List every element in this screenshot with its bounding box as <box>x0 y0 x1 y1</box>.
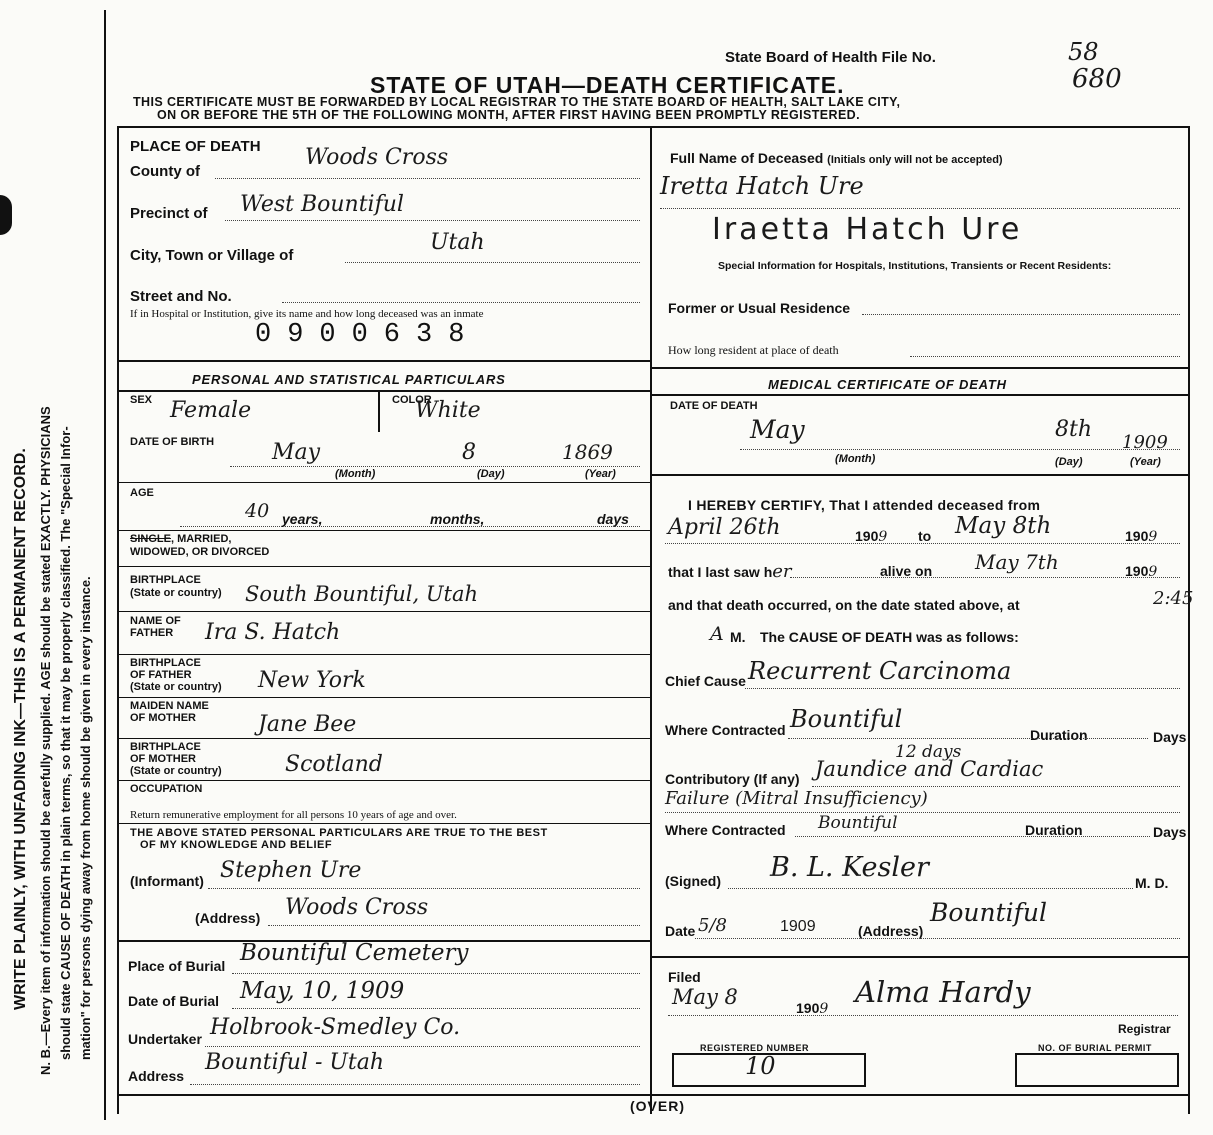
alive-year: 1909 <box>1125 563 1158 580</box>
chief-cause-line <box>745 688 1180 689</box>
marital-label: SINGLE, MARRIED, <box>130 533 232 545</box>
margin-note-2: should state CAUSE OF DEATH in plain terms, so that it may be properly classified. The "Special Infor- <box>58 426 73 1060</box>
to-year: 1909 <box>1125 528 1158 545</box>
place-of-death-heading: PLACE OF DEATH <box>130 138 261 155</box>
dod-day-caption: (Day) <box>1055 456 1083 468</box>
mother-birthplace-label: BIRTHPLACE <box>130 741 201 753</box>
mother-birthplace-value: Scotland <box>285 752 383 777</box>
former-residence-line <box>862 314 1180 315</box>
file-number-2: 680 <box>1072 64 1122 94</box>
occupation-note: Return remunerative employment for all persons 10 years of age and over. <box>130 809 457 821</box>
street-label: Street and No. <box>130 288 232 305</box>
deceased-name-handwritten: Iretta Hatch Ure <box>660 172 864 200</box>
where-contracted-2-label: Where Contracted <box>665 822 786 838</box>
alive-date: May 7th <box>975 550 1059 574</box>
md-label: M. D. <box>1135 875 1169 891</box>
mother-birthplace-label-3: (State or country) <box>130 765 222 777</box>
birthplace-label: BIRTHPLACE <box>130 574 201 586</box>
former-residence-label: Former or Usual Residence <box>668 300 851 316</box>
right-rule <box>1188 126 1190 1114</box>
address-line <box>268 925 640 926</box>
sex-value: Female <box>170 398 252 423</box>
father-bp-rule <box>117 697 650 698</box>
county-label: County of <box>130 163 200 180</box>
forward-notice-1: THIS CERTIFICATE MUST BE FORWARDED BY LOCAL REGISTRAR TO THE STATE BOARD OF HEALTH, SALT LAKE CITY, <box>133 95 901 109</box>
father-label: NAME OF <box>130 615 181 627</box>
duration-2-days-label: Days <box>1153 824 1187 840</box>
color-value: White <box>415 398 481 423</box>
contributory-line-2 <box>665 812 1180 813</box>
informant-label: (Informant) <box>130 873 204 889</box>
marital-label-2: WIDOWED, OR DIVORCED <box>130 546 270 558</box>
contributory-value-1: Jaundice and Cardiac <box>815 757 1044 781</box>
dod-month: May <box>750 415 805 444</box>
medical-block-bottom <box>650 956 1188 958</box>
informant-value: Stephen Ure <box>220 858 362 883</box>
undertaker-address-value: Bountiful - Utah <box>205 1050 385 1075</box>
last-saw-label: that I last saw her <box>668 561 792 582</box>
duration-label: Duration <box>1030 727 1088 743</box>
alive-line <box>790 577 1180 578</box>
dod-label: DATE OF DEATH <box>670 400 758 412</box>
age-line <box>180 526 640 527</box>
burial-place-line <box>232 973 640 974</box>
personal-heading-rule <box>117 390 650 392</box>
filed-date: May 8 <box>672 985 738 1009</box>
attest-line-2: OF MY KNOWLEDGE AND BELIEF <box>140 839 333 851</box>
dob-day-caption: (Day) <box>477 468 505 480</box>
dob-line <box>230 466 640 467</box>
dod-year-caption: (Year) <box>1130 456 1161 468</box>
deceased-name-printed: Iraetta Hatch Ure <box>712 212 1023 247</box>
chief-cause-label: Chief Cause <box>665 673 746 689</box>
stamp-number: 0900638 <box>255 320 481 350</box>
margin-note-3: mation" for persons dying away from home should be given in every instance. <box>78 576 93 1060</box>
father-birthplace-value: New York <box>258 668 366 693</box>
attended-to: May 8th <box>955 513 1052 539</box>
father-rule <box>117 654 650 655</box>
death-ampm: A <box>710 623 724 645</box>
physician-signature: B. L. Kesler <box>770 852 929 883</box>
deceased-name-label: Full Name of Deceased (Initials only will not be accepted) <box>670 150 1003 166</box>
dob-month-caption: (Month) <box>335 468 376 480</box>
dob-year: 1869 <box>562 440 613 464</box>
months-caption: months, <box>430 511 485 527</box>
mother-bp-rule <box>117 780 650 781</box>
physician-address-label: (Address) <box>858 923 924 939</box>
dod-year: 1909 <box>1122 432 1168 453</box>
burial-permit-box <box>1015 1053 1179 1087</box>
dob-month: May <box>272 440 321 465</box>
burial-date-label: Date of Burial <box>128 993 220 1009</box>
how-long-line <box>910 356 1180 357</box>
mother-value: Jane Bee <box>258 712 357 737</box>
medical-heading-rule <box>650 394 1188 396</box>
registered-number-value: 10 <box>745 1052 776 1080</box>
where-contracted-line <box>788 738 1148 739</box>
hospital-note: If in Hospital or Institution, give its name and how long deceased was an inmate <box>130 308 484 320</box>
file-number-1: 58 <box>1068 38 1099 66</box>
death-time: 2:45 <box>1153 588 1194 609</box>
precinct-line <box>225 220 640 221</box>
top-rule <box>117 126 1189 128</box>
dod-day: 8th <box>1055 417 1093 442</box>
where-contracted-label: Where Contracted <box>665 722 786 738</box>
county-value: Woods Cross <box>305 145 449 170</box>
signed-line <box>728 888 1133 889</box>
to-label: to <box>918 528 932 544</box>
forward-notice-2: ON OR BEFORE THE 5TH OF THE FOLLOWING MONTH, AFTER FIRST HAVING BEEN PROMPTLY REGISTERED. <box>157 108 860 122</box>
certificate-date-line <box>695 938 1180 939</box>
duration-2-label: Duration <box>1025 822 1083 838</box>
margin-rule <box>104 10 106 1120</box>
dod-rule <box>650 474 1188 476</box>
precinct-value: West Bountiful <box>240 192 404 217</box>
burial-date-value: May, 10, 1909 <box>240 978 405 1004</box>
father-birthplace-label-2: OF FATHER <box>130 669 192 681</box>
attest-line-1: THE ABOVE STATED PERSONAL PARTICULARS ARE TRUE TO THE BEST <box>130 827 548 839</box>
deceased-block-bottom <box>650 367 1188 369</box>
mother-label: MAIDEN NAME <box>130 700 209 712</box>
informant-line <box>208 888 640 889</box>
undertaker-value: Holbrook-Smedley Co. <box>210 1015 461 1040</box>
filed-year: 1909 <box>796 1000 829 1017</box>
certificate-date-year: 1909 <box>780 918 816 935</box>
punch-hole <box>0 195 12 235</box>
dod-month-caption: (Month) <box>835 453 876 465</box>
age-years: 40 <box>245 500 270 522</box>
county-line <box>215 178 640 179</box>
margin-note-1: N. B.—Every item of information should be carefully supplied. AGE should be stated EXACTLY. PHYSICIANS <box>38 406 53 1075</box>
center-rule <box>650 126 652 1114</box>
m-label: M. <box>730 629 746 645</box>
birthplace-sub: (State or country) <box>130 587 222 599</box>
left-rule <box>117 126 119 1114</box>
death-occurred-label: and that death occurred, on the date stated above, at <box>668 597 1020 613</box>
how-long-label: How long resident at place of death <box>668 343 839 357</box>
undertaker-address-line <box>190 1084 640 1085</box>
contributory-value-2: Failure (Mitral Insufficiency) <box>665 788 928 809</box>
contributory-label: Contributory (If any) <box>665 771 800 787</box>
sex-label: SEX <box>130 394 153 406</box>
signed-label: (Signed) <box>665 873 721 889</box>
attended-line <box>665 543 1180 544</box>
certificate-date-label: Date <box>665 923 696 939</box>
from-year: 1909 <box>855 528 888 545</box>
undertaker-label: Undertaker <box>128 1031 202 1047</box>
burial-place-value: Bountiful Cemetery <box>240 940 469 966</box>
occupation-rule <box>117 823 650 824</box>
father-birthplace-label-3: (State or country) <box>130 681 222 693</box>
years-caption: years, <box>282 511 323 527</box>
registrar-signature: Alma Hardy <box>855 975 1031 1009</box>
mother-birthplace-label-2: OF MOTHER <box>130 753 196 765</box>
certificate-title: STATE OF UTAH—DEATH CERTIFICATE. <box>370 72 845 98</box>
cause-intro: The CAUSE OF DEATH was as follows: <box>760 629 1019 645</box>
where-contracted-2-line <box>795 836 1150 837</box>
birthplace-value: South Bountiful, Utah <box>245 582 479 606</box>
mother-rule <box>117 738 650 739</box>
where-contracted-value: Bountiful <box>790 705 903 733</box>
marital-rule <box>117 566 650 567</box>
certify-statement: I HEREBY CERTIFY, That I attended deceased from <box>688 497 1041 513</box>
special-info-label: Special Information for Hospitals, Institutions, Transients or Recent Residents: <box>718 260 1112 272</box>
father-value: Ira S. Hatch <box>205 620 341 645</box>
burial-permit-label: NO. OF BURIAL PERMIT <box>1038 1043 1152 1053</box>
color-label: COLOR <box>392 394 432 406</box>
city-label: City, Town or Village of <box>130 247 294 264</box>
registered-number-label: REGISTERED NUMBER <box>700 1043 810 1053</box>
precinct-label: Precinct of <box>130 205 208 222</box>
physician-address-value: Bountiful <box>930 898 1048 927</box>
father-birthplace-label: BIRTHPLACE <box>130 657 201 669</box>
undertaker-line <box>205 1046 640 1047</box>
dob-day: 8 <box>462 440 476 465</box>
burial-place-label: Place of Burial <box>128 958 226 974</box>
place-block-bottom <box>117 360 650 362</box>
city-line <box>345 262 640 263</box>
contributory-duration: 12 days <box>895 742 962 762</box>
burial-date-line <box>232 1008 640 1009</box>
duration-days-label: Days <box>1153 729 1187 745</box>
age-label: AGE <box>130 487 154 499</box>
medical-heading: MEDICAL CERTIFICATE OF DEATH <box>768 377 1007 392</box>
street-line <box>282 302 640 303</box>
filed-line <box>668 1015 1178 1016</box>
days-caption: days <box>597 511 629 527</box>
age-rule <box>117 530 650 531</box>
city-value: Utah <box>430 230 485 255</box>
father-label-2: FATHER <box>130 627 174 639</box>
birthplace-rule <box>117 611 650 612</box>
registrar-label: Registrar <box>1118 1022 1171 1036</box>
bottom-rule <box>117 1094 1189 1096</box>
filed-label: Filed <box>668 969 701 985</box>
write-plainly-notice: WRITE PLAINLY, WITH UNFADING INK—THIS IS A PERMANENT RECORD. <box>12 448 29 1010</box>
over-label: (OVER) <box>630 1098 685 1114</box>
dod-line <box>740 449 1180 450</box>
attended-from: April 26th <box>668 515 781 540</box>
dob-label: DATE OF BIRTH <box>130 436 215 448</box>
dob-year-caption: (Year) <box>585 468 616 480</box>
address-value: Woods Cross <box>285 895 429 920</box>
deceased-name-line <box>660 208 1180 209</box>
alive-label: alive on <box>880 563 933 579</box>
chief-cause-value: Recurrent Carcinoma <box>748 657 1012 685</box>
undertaker-address-label: Address <box>128 1068 185 1084</box>
where-contracted-2-value: Bountiful <box>818 813 898 833</box>
dob-rule <box>117 482 650 483</box>
certificate-date-value: 5/8 <box>698 915 727 936</box>
contributory-line <box>812 786 1180 787</box>
file-number-label: State Board of Health File No. <box>725 49 936 66</box>
personal-heading: PERSONAL AND STATISTICAL PARTICULARS <box>192 372 506 387</box>
occupation-label: OCCUPATION <box>130 783 203 795</box>
address-label: (Address) <box>195 910 261 926</box>
sex-color-divider <box>378 392 380 432</box>
mother-label-2: OF MOTHER <box>130 712 196 724</box>
